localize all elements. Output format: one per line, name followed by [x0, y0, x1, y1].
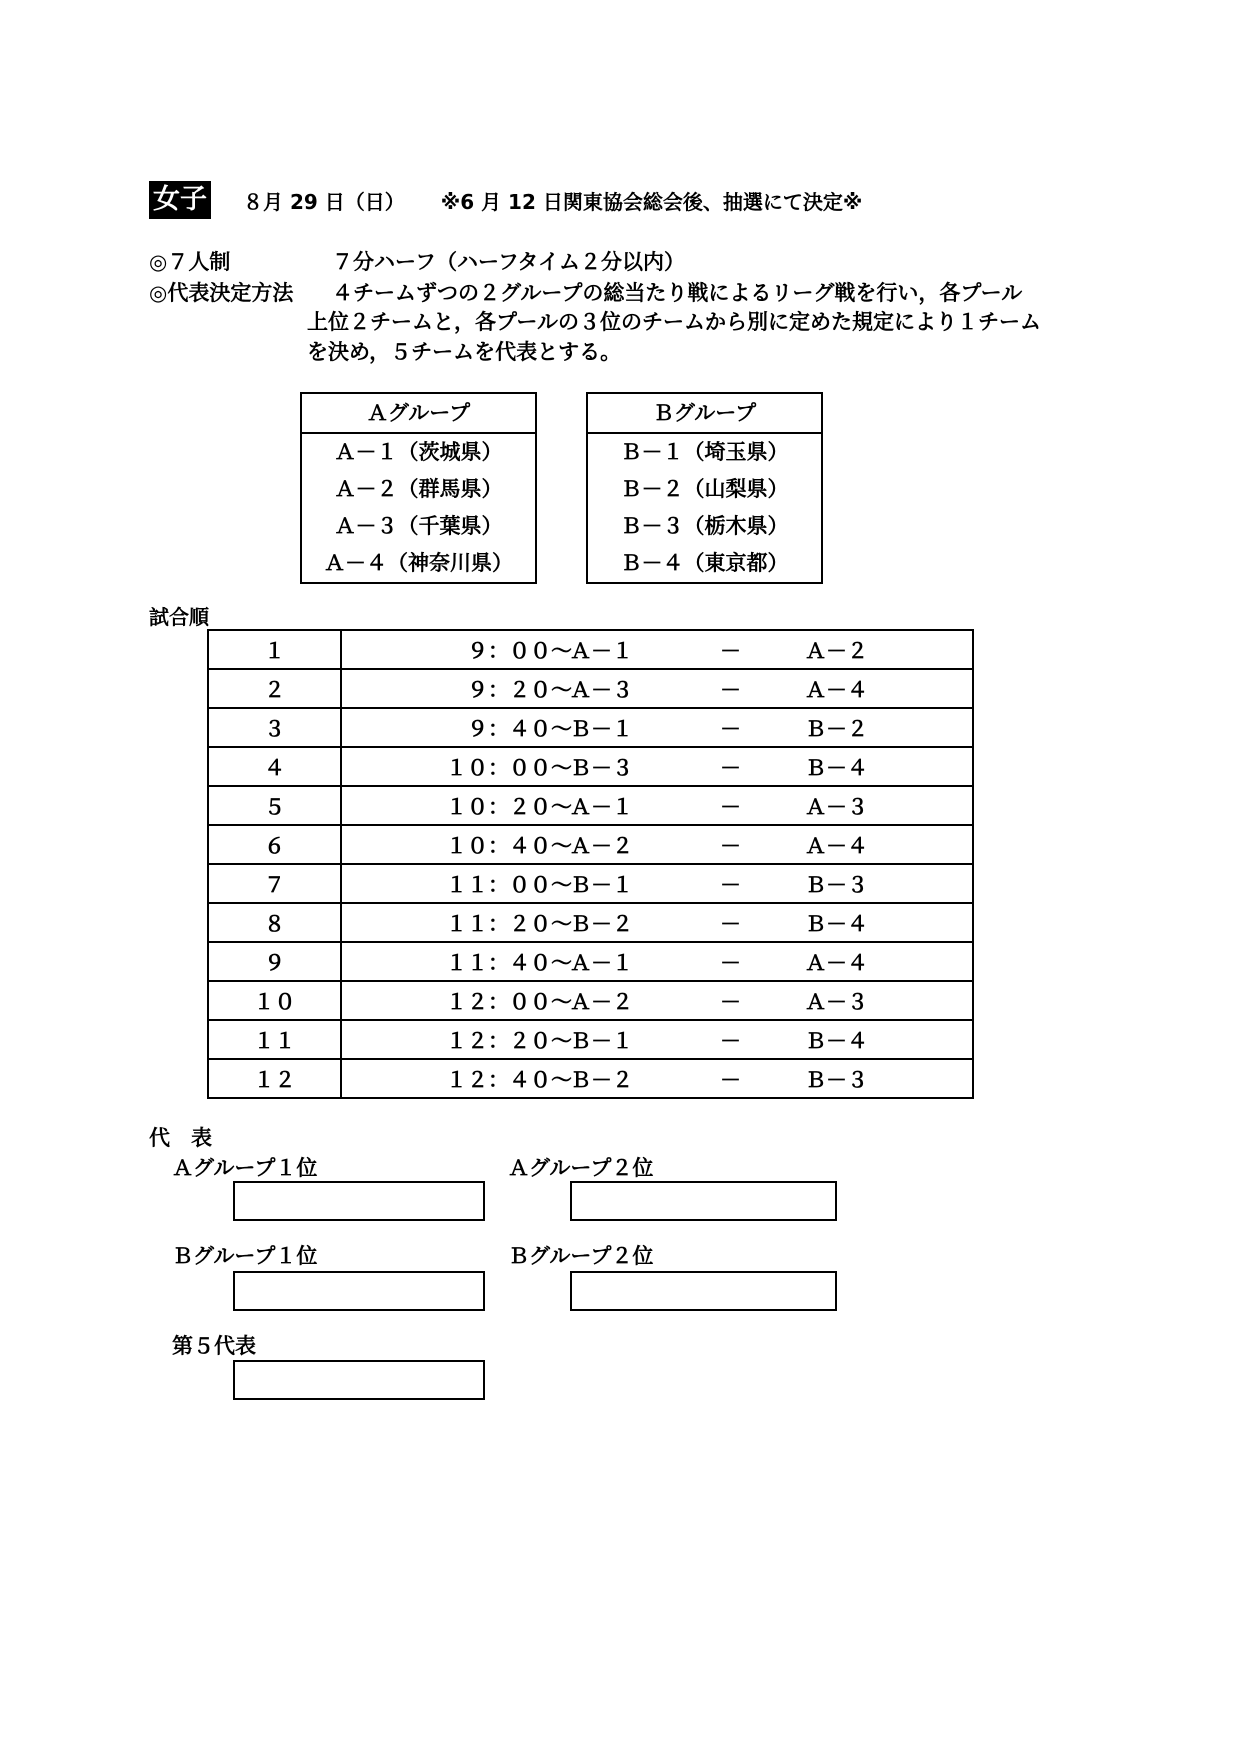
match-time: １１：００～ [341, 864, 576, 903]
group-a-first-label: Ａグループ１位 [172, 1156, 318, 1180]
group-a-team-2: Ａ－２（群馬県） [334, 477, 503, 501]
match-no: ３ [208, 708, 341, 747]
match-time: １０：００～ [341, 747, 576, 786]
table-row [208, 1020, 973, 1059]
match-team1: Ｂ－１ [570, 716, 633, 741]
match-team1: Ａ－１ [570, 638, 633, 663]
match-separator: － [720, 903, 805, 942]
match-separator: － [720, 942, 805, 981]
match-team1-cell [570, 981, 720, 1020]
match-separator: － [720, 786, 805, 825]
match-no: １ [208, 630, 341, 669]
match-no: ７ [208, 864, 341, 903]
group-b-team-1: Ｂ－１（埼玉県） [620, 440, 789, 464]
table-row [208, 864, 973, 903]
match-team1: Ａ－３ [570, 677, 633, 702]
match-separator: － [720, 1020, 805, 1059]
match-time: １１：４０～ [341, 942, 576, 981]
match-time: １２：００～ [341, 981, 576, 1020]
match-team1-cell [570, 1059, 720, 1098]
match-team1: Ｂ－２ [570, 1067, 633, 1092]
match-team1: Ａ－１ [570, 950, 633, 975]
group-b-first-field[interactable] [233, 1271, 485, 1311]
match-no: ２ [208, 669, 341, 708]
group-a-title: Ａグループ [302, 394, 535, 434]
match-no: １１ [208, 1020, 341, 1059]
match-team1-cell [570, 903, 720, 942]
table-row [208, 630, 973, 669]
match-team2: Ｂ－４ [805, 1020, 973, 1059]
match-no: ４ [208, 747, 341, 786]
match-team2: Ａ－２ [805, 630, 973, 669]
match-separator: － [720, 708, 805, 747]
group-b-title: Ｂグループ [588, 394, 821, 434]
match-team2: Ｂ－４ [805, 747, 973, 786]
gender-badge: 女子 [149, 181, 211, 219]
match-team2: Ｂ－２ [805, 708, 973, 747]
table-row [208, 786, 973, 825]
match-no: ６ [208, 825, 341, 864]
match-team2: Ａ－４ [805, 669, 973, 708]
schedule-title: 試合順 [149, 605, 209, 629]
match-separator: － [720, 630, 805, 669]
group-a-team-1: Ａ－１（茨城県） [334, 440, 503, 464]
match-team1-cell [570, 708, 720, 747]
method-label: ◎代表決定方法 [149, 281, 294, 305]
match-team1-cell [570, 747, 720, 786]
match-team1: Ｂ－１ [570, 872, 633, 897]
match-team1-cell [570, 864, 720, 903]
table-row [208, 981, 973, 1020]
method-line-1: ４チームずつの２グループの総当たり戦によるリーグ戦を行い，各プール [332, 281, 1023, 305]
group-b-team-4: Ｂ－４（東京都） [620, 551, 789, 575]
fifth-representative-label: 第５代表 [172, 1334, 256, 1358]
match-team2: Ｂ－３ [805, 864, 973, 903]
match-team1: Ａ－２ [570, 833, 633, 858]
match-team2: Ａ－４ [805, 942, 973, 981]
group-a-second-label: Ａグループ２位 [508, 1156, 654, 1180]
match-team2: Ｂ－４ [805, 903, 973, 942]
match-time: ９：００～ [341, 630, 576, 669]
match-separator: － [720, 747, 805, 786]
match-no: ９ [208, 942, 341, 981]
match-team1-cell [570, 786, 720, 825]
match-no: ８ [208, 903, 341, 942]
match-time: １２：４０～ [341, 1059, 576, 1098]
table-row [208, 903, 973, 942]
method-line-2: 上位２チームと，各プールの３位のチームから別に定めた規定により１チーム [307, 310, 1041, 334]
match-team1-cell [570, 942, 720, 981]
match-separator: － [720, 1059, 805, 1098]
page-header [149, 180, 862, 220]
match-team1-cell [570, 1020, 720, 1059]
group-b-team-3: Ｂ－３（栃木県） [620, 514, 789, 538]
match-no: １０ [208, 981, 341, 1020]
match-no: ５ [208, 786, 341, 825]
table-row [208, 1059, 973, 1098]
match-team1: Ａ－２ [570, 989, 633, 1014]
match-no: １２ [208, 1059, 341, 1098]
match-time: ９：２０～ [341, 669, 576, 708]
match-time: １０：４０～ [341, 825, 576, 864]
match-time: １１：２０～ [341, 903, 576, 942]
group-b-team-2: Ｂ－２（山梨県） [620, 477, 789, 501]
match-separator: － [720, 864, 805, 903]
match-team2: Ａ－４ [805, 825, 973, 864]
group-b-second-label: Ｂグループ２位 [508, 1244, 654, 1268]
table-row [208, 669, 973, 708]
format-value: ７分ハーフ（ハーフタイム２分以内） [332, 250, 686, 274]
table-row [208, 942, 973, 981]
match-team1: Ａ－１ [570, 794, 633, 819]
match-team1: Ｂ－２ [570, 911, 633, 936]
match-team1-cell [570, 825, 720, 864]
match-time: ９：４０～ [341, 708, 576, 747]
match-team2: Ａ－３ [805, 786, 973, 825]
group-b-box [586, 392, 823, 584]
table-row [208, 708, 973, 747]
group-b-first-label: Ｂグループ１位 [172, 1244, 318, 1268]
lottery-note: ※6 月 12 日関東協会総会後、抽選にて決定※ [440, 189, 863, 214]
format-label: ◎７人制 [149, 250, 231, 274]
group-a-team-4: Ａ－４（神奈川県） [324, 551, 513, 575]
match-team2: Ｂ－３ [805, 1059, 973, 1098]
match-team1: Ｂ－３ [570, 755, 633, 780]
table-row [208, 747, 973, 786]
match-team1: Ｂ－１ [570, 1028, 633, 1053]
match-separator: － [720, 981, 805, 1020]
match-team2: Ａ－３ [805, 981, 973, 1020]
method-line-3: を決め，５チームを代表とする。 [307, 340, 622, 364]
fifth-representative-field[interactable] [233, 1360, 485, 1400]
group-a-team-3: Ａ－３（千葉県） [334, 514, 503, 538]
group-a-second-field[interactable] [570, 1181, 837, 1221]
group-a-first-field[interactable] [233, 1181, 485, 1221]
group-b-second-field[interactable] [570, 1271, 837, 1311]
schedule-table [207, 629, 974, 1099]
match-team1-cell [570, 630, 720, 669]
match-time: １２：２０～ [341, 1020, 576, 1059]
event-date: ８月 29 日（日） [243, 189, 405, 214]
table-row [208, 825, 973, 864]
match-team1-cell [570, 669, 720, 708]
representatives-title: 代 表 [149, 1126, 212, 1150]
match-time: １０：２０～ [341, 786, 576, 825]
group-a-box [300, 392, 537, 584]
match-separator: － [720, 825, 805, 864]
match-separator: － [720, 669, 805, 708]
